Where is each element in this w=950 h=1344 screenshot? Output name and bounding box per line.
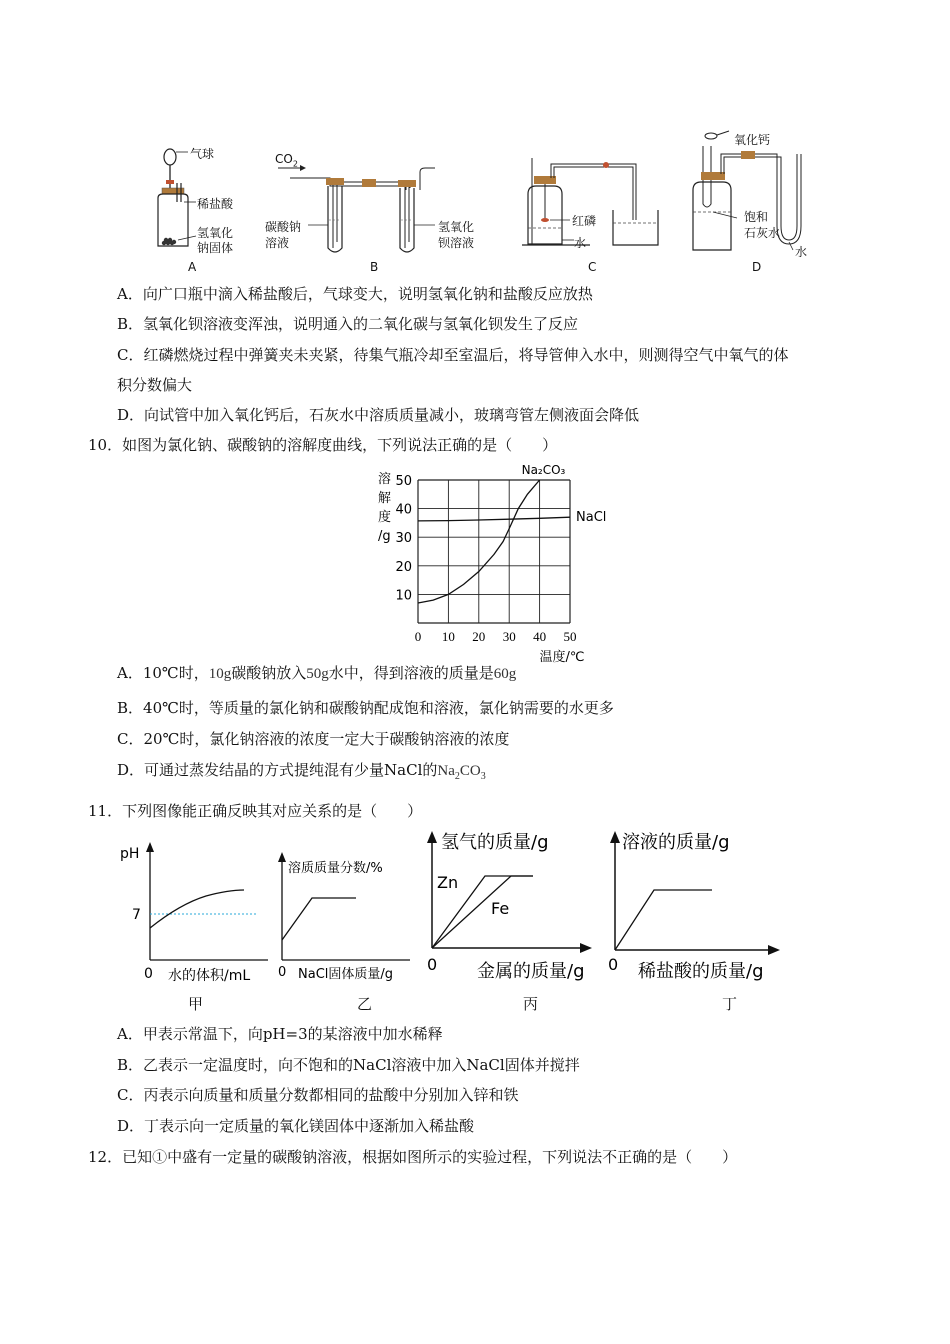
graph-jia-caption: 甲 xyxy=(188,995,204,1013)
graph-yi xyxy=(270,848,420,988)
graph-bing-caption: 丙 xyxy=(523,995,539,1013)
label-baoh2-solution-1: 氢氧化 xyxy=(438,220,475,234)
q12-stem: 12．已知①中盛有一定量的碳酸钠溶液，根据如图所示的实验过程，下列说法不正确的是（ ） xyxy=(88,1148,738,1166)
caption-a: A xyxy=(188,260,197,274)
label-naoh-solid-2: 钠固体 xyxy=(197,241,234,255)
label-dilute-hcl: 稀盐酸 xyxy=(197,197,234,211)
y-tick-label: 30 xyxy=(395,531,412,547)
series-line-nacl xyxy=(418,517,570,521)
x-tick-label: 10 xyxy=(441,629,455,644)
x-tick-label: 50 xyxy=(563,629,577,644)
graph-jia-ylabel: pH xyxy=(120,846,140,862)
x-axis-label: 温度/℃ xyxy=(539,650,585,665)
q9-figures xyxy=(0,0,950,280)
graph-bing-xlabel: 金属的质量/g xyxy=(477,961,585,982)
graph-jia xyxy=(118,838,278,988)
label-red-phosphorus: 红磷 xyxy=(572,214,597,228)
graph-ding-xlabel: 稀盐酸的质量/g xyxy=(638,961,764,982)
label-balloon: 气球 xyxy=(190,147,215,161)
q10-option-d: D．可通过蒸发结晶的方式提纯混有少量NaCl的$Na_2CO_3$ xyxy=(117,761,486,782)
label-na2co3-solution-2: 溶液 xyxy=(265,236,290,250)
graph-bing-origin: 0 xyxy=(427,955,438,974)
label-na2co3-solution-1: 碳酸钠 xyxy=(265,220,302,234)
q11-stem: 11．下列图像能正确反映其对应关系的是（ ） xyxy=(88,802,423,820)
graph-jia-mark: 7 xyxy=(132,907,141,923)
y-tick-label: 50 xyxy=(395,474,412,489)
label-co2: $CO_2$ xyxy=(275,152,298,169)
y-axis-label: 解 xyxy=(378,491,392,506)
label-water-c: 水 xyxy=(574,236,587,250)
series-label-nacl: NaCl xyxy=(576,510,607,526)
label-sat-limewater-1: 饱和 xyxy=(744,210,769,224)
graph-jia-xlabel: 水的体积/mL xyxy=(168,968,251,984)
graph-bing-zn: Zn xyxy=(437,873,459,892)
graph-ding-caption: 丁 xyxy=(722,995,738,1013)
graph-yi-curve xyxy=(282,898,356,940)
graph-ding xyxy=(598,826,793,988)
graph-bing xyxy=(415,826,605,988)
y-axis-label: 度 xyxy=(378,510,392,525)
q11-option-c: C．丙表示向质量和质量分数都相同的盐酸中分别加入锌和铁 xyxy=(117,1086,519,1104)
y-tick-label: 10 xyxy=(395,588,412,604)
graph-jia-origin: 0 xyxy=(144,966,153,982)
q10-option-b: B．40℃时，等质量的氯化钠和碳酸钠配成饱和溶液，氯化钠需要的水更多 xyxy=(117,699,614,717)
label-naoh-solid-1: 氢氧化 xyxy=(197,226,234,240)
q11-option-b: B．乙表示一定温度时，向不饱和的NaCl溶液中加入NaCl固体并搅拌 xyxy=(117,1056,580,1074)
q9-option-c: C．红磷燃烧过程中弹簧夹未夹紧，待集气瓶冷却至室温后，将导管伸入水中，则测得空气中氧气的体 xyxy=(117,346,789,364)
q11-option-d: D．丁表示向一定质量的氧化镁固体中逐渐加入稀盐酸 xyxy=(117,1117,475,1135)
graph-jia-curve xyxy=(150,890,244,928)
label-baoh2-solution-2: 钡溶液 xyxy=(438,236,475,250)
caption-c: C xyxy=(588,260,597,274)
q9-option-c-cont: 积分数偏大 xyxy=(117,376,193,394)
series-label-na2co3: Na₂CO₃ xyxy=(521,463,566,477)
solubility-chart xyxy=(360,460,620,665)
label-cao: 氧化钙 xyxy=(734,133,771,147)
y-tick-label: 20 xyxy=(395,559,412,575)
q9-option-a: A．向广口瓶中滴入稀盐酸后，气球变大，说明氢氧化钠和盐酸反应放热 xyxy=(117,285,593,303)
x-tick-label: 20 xyxy=(472,629,486,644)
graph-yi-caption: 乙 xyxy=(357,995,373,1013)
graph-bing-ylabel: 氢气的质量/g xyxy=(441,832,549,853)
y-axis-label: /g xyxy=(378,529,391,544)
q10-stem: 10．如图为氯化钠、碳酸钠的溶解度曲线，下列说法正确的是（ ） xyxy=(88,436,558,454)
x-tick-label: 30 xyxy=(502,629,516,644)
label-water-d: 水 xyxy=(795,245,808,259)
q10-option-c: C．20℃时，氯化钠溶液的浓度一定大于碳酸钠溶液的浓度 xyxy=(117,730,510,748)
q11-option-a: A．甲表示常温下，向pH=3的某溶液中加水稀释 xyxy=(117,1025,443,1043)
label-sat-limewater-2: 石灰水 xyxy=(744,226,781,240)
x-tick-label: 40 xyxy=(533,629,547,644)
graph-ding-curve xyxy=(615,890,712,950)
graph-yi-xlabel: NaCl固体质量/g xyxy=(298,967,394,982)
q10-option-a: A．10℃时，10g碳酸钠放入50g水中，得到溶液的质量是60g xyxy=(117,664,517,682)
x-tick-label: 0 xyxy=(414,629,422,644)
graph-yi-ylabel: 溶质质量分数/% xyxy=(288,861,383,876)
graph-bing-fe: Fe xyxy=(491,899,510,918)
q9-option-b: B．氢氧化钡溶液变浑浊，说明通入的二氧化碳与氢氧化钡发生了反应 xyxy=(117,315,579,333)
caption-d: D xyxy=(752,260,762,274)
apparatus-c-icon xyxy=(518,148,668,253)
y-tick-label: 40 xyxy=(395,502,412,518)
y-axis-label: 溶 xyxy=(378,472,392,487)
graph-yi-origin: 0 xyxy=(278,965,287,980)
caption-b: B xyxy=(370,260,379,274)
graph-ding-origin: 0 xyxy=(608,955,619,974)
q9-option-d: D．向试管中加入氧化钙后，石灰水中溶质质量减小，玻璃弯管左侧液面会降低 xyxy=(117,406,640,424)
graph-ding-ylabel: 溶液的质量/g xyxy=(622,832,730,853)
